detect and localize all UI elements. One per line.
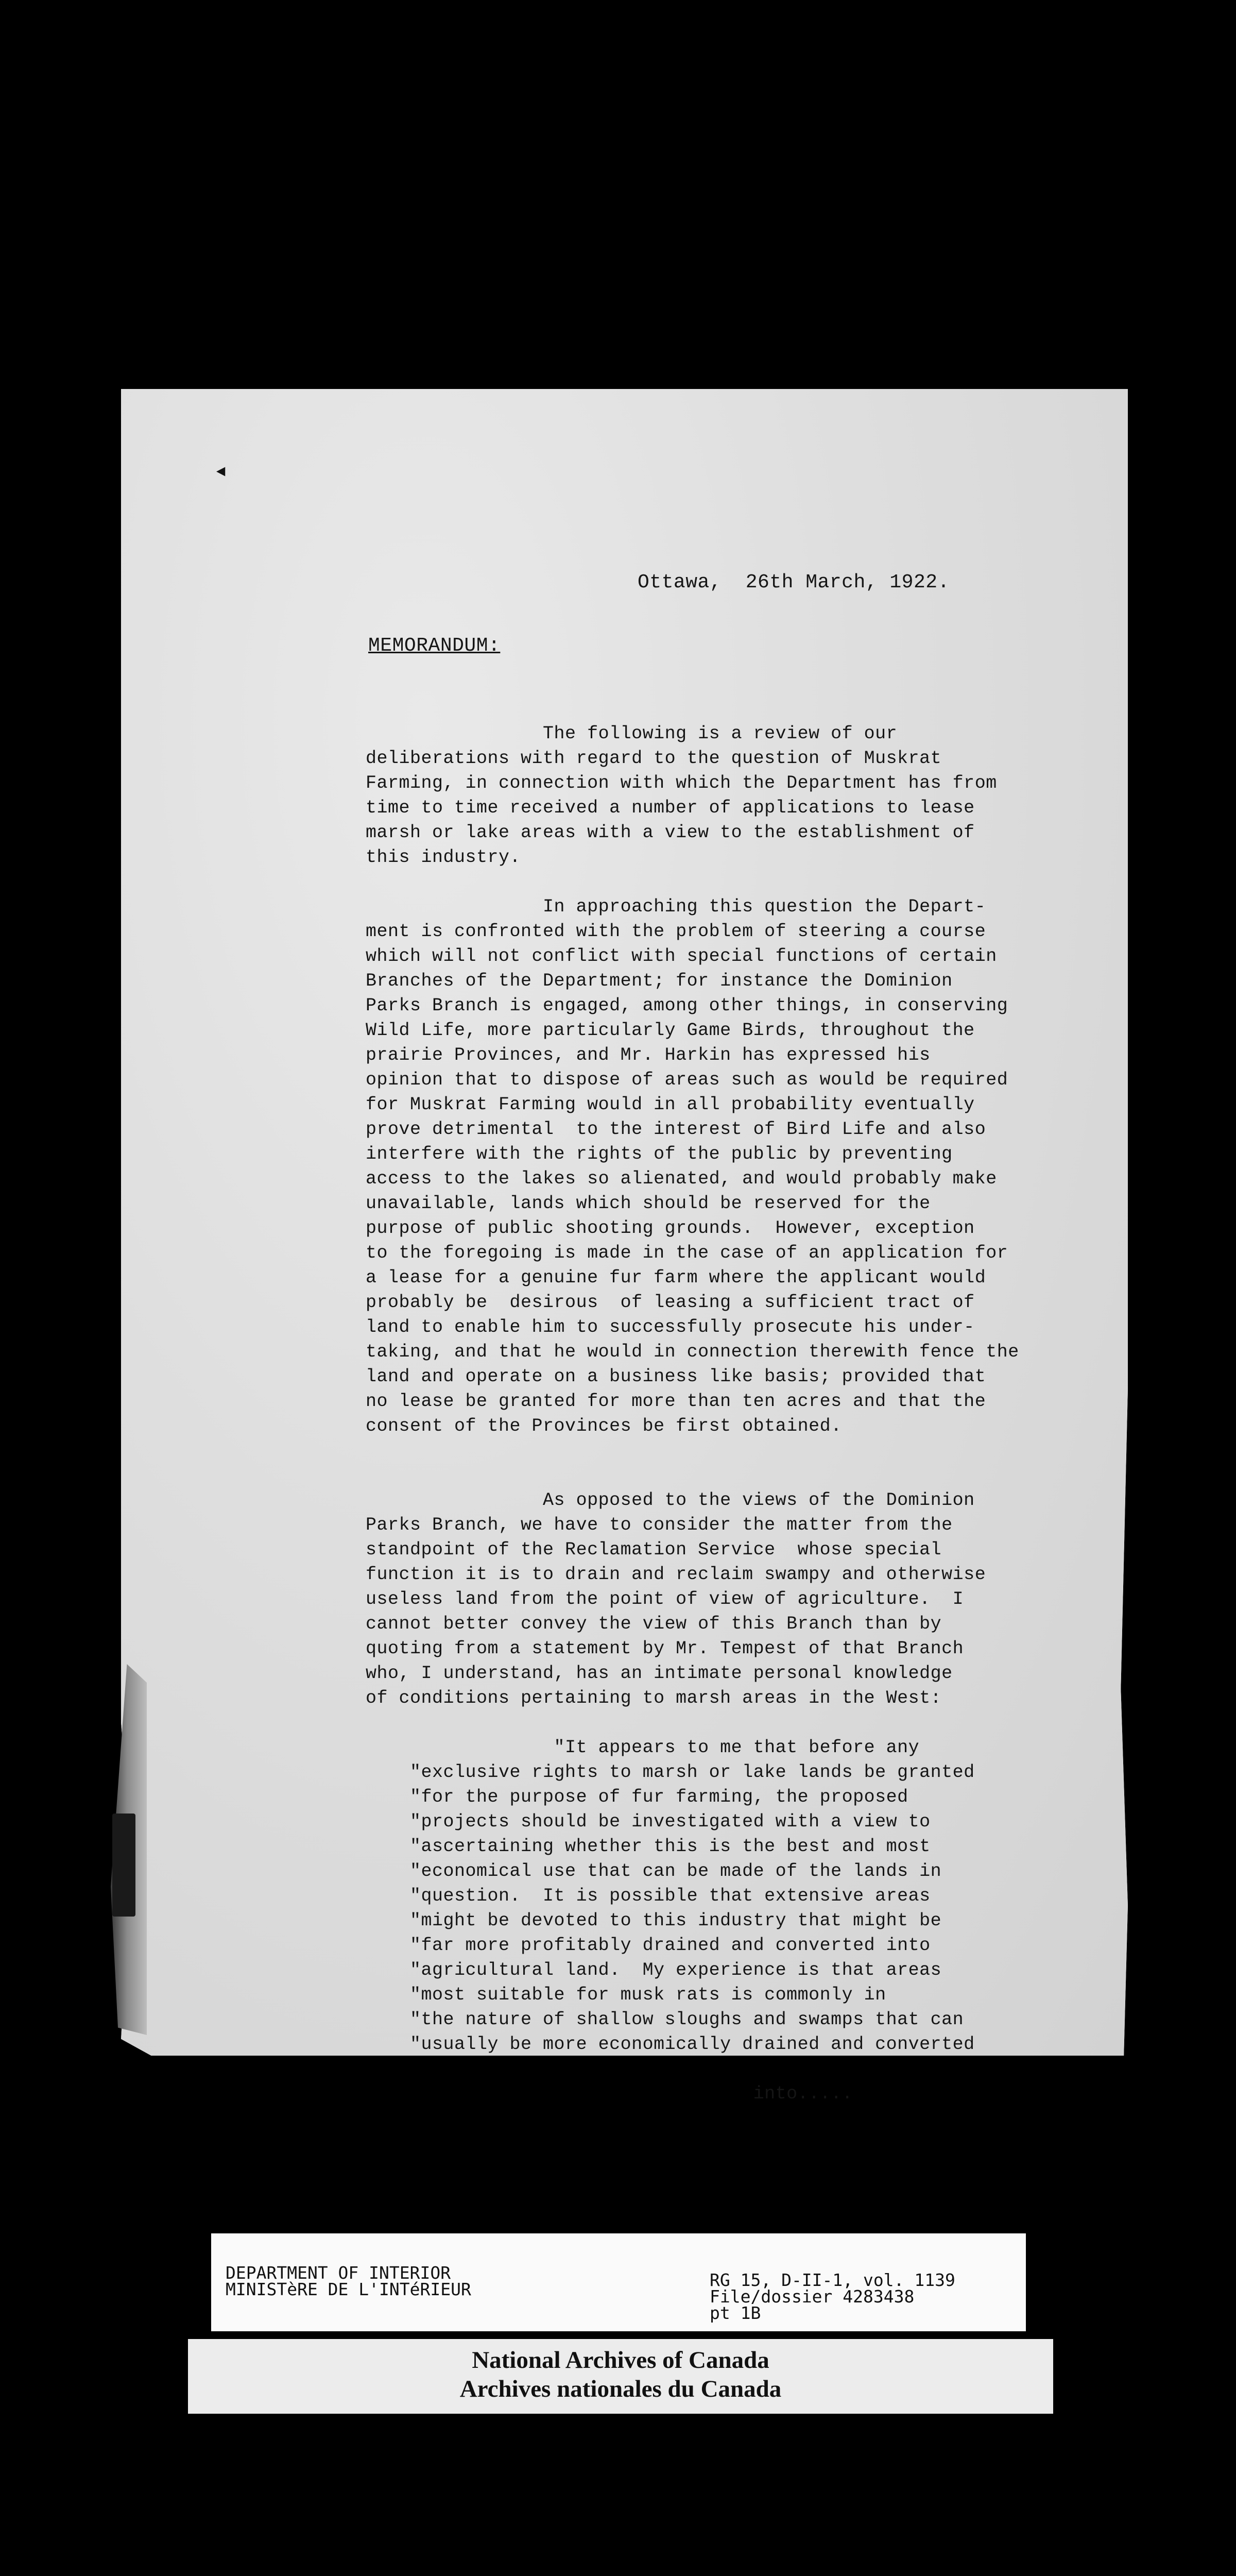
body-line: into..... — [366, 2083, 853, 2104]
body-line: prairie Provinces, and Mr. Harkin has expressed his — [366, 1045, 931, 1065]
body-line: ment is confronted with the problem of steering a course — [366, 921, 986, 942]
body-line: Parks Branch, we have to consider the matter from the — [366, 1515, 953, 1535]
body-line: "It appears to me that before any — [366, 1737, 920, 1758]
archive-reference-label — [211, 2233, 1026, 2331]
archives-name-banner — [188, 2339, 1053, 2414]
body-line — [366, 1438, 1019, 1463]
body-line: for Muskrat Farming would in all probability eventually — [366, 1094, 975, 1115]
body-line: to the foregoing is made in the case of an application for — [366, 1243, 1008, 1263]
body-line: purpose of public shooting grounds. However, exception — [366, 1218, 975, 1239]
body-line: In approaching this question the Depart- — [366, 896, 986, 917]
ink-blot-icon: ◄ — [216, 464, 226, 481]
body-line: useless land from the point of view of agriculture. I — [366, 1589, 964, 1609]
body-line: deliberations with regard to the question of Muskrat — [366, 748, 942, 769]
file-dossier-number: File/dossier 4283438 — [710, 2286, 915, 2307]
body-line: Parks Branch is engaged, among other things, in conserving — [366, 995, 1008, 1016]
body-line: access to the lakes so alienated, and would probably make — [366, 1168, 997, 1189]
body-line: standpoint of the Reclamation Service whose special — [366, 1539, 942, 1560]
body-line: "for the purpose of fur farming, the proposed — [366, 1787, 908, 1807]
memo-heading: MEMORANDUM: — [368, 635, 501, 657]
body-line: prove detrimental to the interest of Bird Life and also — [366, 1119, 986, 1140]
body-line: interfere with the rights of the public by preventing — [366, 1144, 953, 1164]
letter-date: Ottawa, 26th March, 1922. — [638, 571, 950, 594]
body-line: consent of the Provinces be first obtained. — [366, 1416, 842, 1436]
archives-name-english: National Archives of Canada — [472, 2347, 769, 2374]
body-line: taking, and that he would in connection therewith fence the — [366, 1342, 1019, 1362]
body-line: this industry. — [366, 847, 521, 868]
body-line: no lease be granted for more than ten acres and that the — [366, 1391, 986, 1412]
letter-body — [366, 721, 1019, 2106]
body-line: "economical use that can be made of the lands in — [366, 1861, 942, 1882]
body-line: land to enable him to successfully prosecute his under- — [366, 1317, 975, 1337]
body-line: who, I understand, has an intimate personal knowledge — [366, 1663, 953, 1684]
body-line: which will not conflict with special functions of certain — [366, 946, 997, 967]
body-line — [366, 2057, 1019, 2081]
body-line: Branches of the Department; for instance the Dominion — [366, 971, 953, 991]
body-line: quoting from a statement by Mr. Tempest of that Branch — [366, 1638, 964, 1659]
body-line: marsh or lake areas with a view to the establishment of — [366, 822, 975, 843]
body-line: "question. It is possible that extensive areas — [366, 1886, 931, 1906]
body-line: function it is to drain and reclaim swampy and otherwise — [366, 1564, 986, 1585]
body-line: a lease for a genuine fur farm where the applicant would — [366, 1267, 986, 1288]
part-number: pt 1B — [710, 2303, 761, 2323]
body-line: opinion that to dispose of areas such as would be required — [366, 1070, 1008, 1090]
body-line: "usually be more economically drained and converted — [366, 2034, 975, 2055]
body-line: "might be devoted to this industry that might be — [366, 1910, 942, 1931]
body-line: "exclusive rights to marsh or lake lands be granted — [366, 1762, 975, 1783]
archives-name-french: Archives nationales du Canada — [459, 2376, 782, 2402]
body-line: probably be desirous of leasing a sufficient tract of — [366, 1292, 975, 1313]
body-line: unavailable, lands which should be reserved for the — [366, 1193, 931, 1214]
department-french: MINISTèRE DE L'INTéRIEUR — [226, 2279, 471, 2299]
body-line — [366, 1710, 1019, 1735]
body-line: land and operate on a business like basis; provided that — [366, 1366, 986, 1387]
body-line: Farming, in connection with which the Department has from — [366, 773, 997, 793]
binder-clip-mark — [112, 1814, 135, 1917]
body-line — [366, 870, 1019, 894]
body-line: Wild Life, more particularly Game Birds, throughout the — [366, 1020, 975, 1041]
body-line: "most suitable for musk rats is commonly in — [366, 1985, 886, 2005]
department-english: DEPARTMENT OF INTERIOR — [226, 2263, 451, 2283]
body-line: As opposed to the views of the Dominion — [366, 1490, 975, 1511]
body-line: "agricultural land. My experience is that areas — [366, 1960, 942, 1980]
body-line: "projects should be investigated with a view to — [366, 1811, 931, 1832]
body-line: "far more profitably drained and converted into — [366, 1935, 931, 1956]
body-line: time to time received a number of applications to lease — [366, 798, 975, 818]
body-line: cannot better convey the view of this Branch than by — [366, 1614, 942, 1634]
body-line: "ascertaining whether this is the best and most — [366, 1836, 931, 1857]
body-line: The following is a review of our — [366, 723, 898, 744]
body-line: of conditions pertaining to marsh areas in the West: — [366, 1688, 942, 1708]
body-line — [366, 1463, 1019, 1488]
record-group-reference: RG 15, D-II-1, vol. 1139 — [710, 2270, 955, 2290]
body-line: "the nature of shallow sloughs and swamps that can — [366, 2009, 964, 2030]
